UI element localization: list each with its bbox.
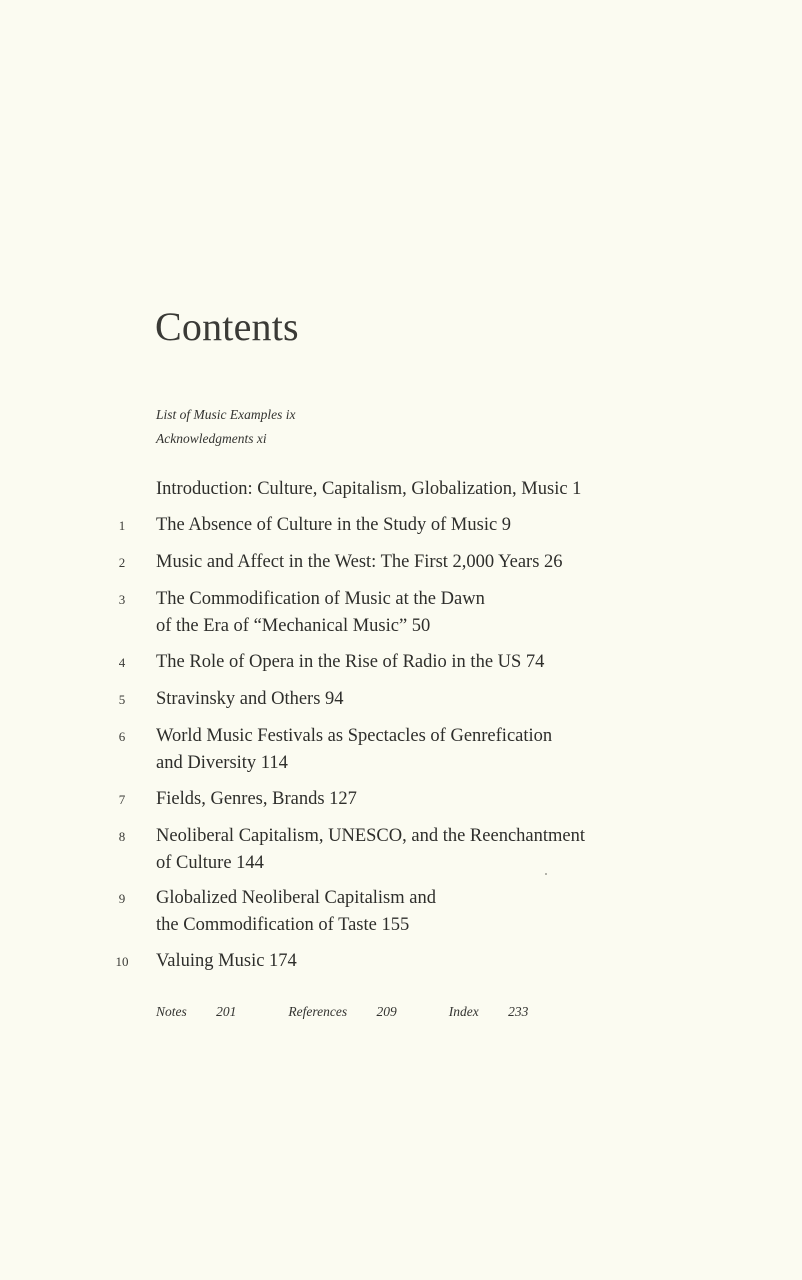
front-matter-label: Acknowledgments [156,431,254,446]
chapter-title-line: The Commodification of Music at the Dawn [156,589,485,609]
chapter-title [156,586,696,640]
chapter-title-line: Valuing Music 174 [156,951,297,971]
chapter-title [156,649,696,676]
back-matter-label: Notes [156,1004,187,1019]
front-matter-label: List of Music Examples [156,407,283,422]
back-matter-label: Index [448,1004,479,1019]
chapter-title [156,823,696,877]
chapter-title-line: of Culture 144 [156,853,264,873]
chapter-title-line: Introduction: Culture, Capitalism, Globalization, Music 1 [156,479,582,499]
chapter-number: 9 [118,891,126,906]
back-matter-label: References [288,1004,348,1019]
chapter-title-line: World Music Festivals as Spectacles of Genrefication [156,726,553,746]
chapter-number: 2 [118,555,126,570]
chapter-title-line: Neoliberal Capitalism, UNESCO, and the Reenchantment [156,826,585,846]
front-matter-page: xi [256,431,267,446]
chapter-number: 6 [118,729,126,744]
back-matter-page: 209 [376,1004,397,1019]
chapter-title-line: the Commodification of Taste 155 [156,915,410,935]
back-matter-item [449,1004,555,1019]
chapter-title-line: The Absence of Culture in the Study of Music 9 [156,515,512,535]
chapter-title-line: Globalized Neoliberal Capitalism and [156,888,436,908]
front-matter-item [156,403,296,427]
chapter-number: 8 [118,829,126,844]
chapter-title [156,512,696,539]
chapter-number: 5 [118,692,126,707]
chapter-title-line: Stravinsky and Others 94 [156,689,344,709]
back-matter-item [288,1004,422,1019]
back-matter-item [156,1004,262,1019]
chapter-title [156,786,696,813]
chapter-title [156,549,696,576]
chapter-title-line: Fields, Genres, Brands 127 [156,789,357,809]
chapter-title [156,885,696,939]
chapter-title-line: and Diversity 114 [156,753,288,773]
chapter-title-line: Music and Affect in the West: The First 2,000 Years 26 [156,552,563,572]
front-matter-page: ix [285,407,296,422]
page-title: Contents [155,304,299,349]
chapter-number: 1 [118,518,126,533]
chapter-number: 7 [118,792,126,807]
paper-speck [545,873,547,875]
chapter-number: 10 [115,954,129,969]
chapter-title-line: The Role of Opera in the Rise of Radio in the US 74 [156,652,545,672]
back-matter-page: 201 [216,1004,237,1019]
chapter-title [156,723,696,777]
chapter-title [156,948,696,975]
chapter-number: 4 [118,655,126,670]
chapter-number: 3 [118,592,126,607]
chapter-title [156,476,696,503]
front-matter-list [156,403,296,451]
front-matter-item [156,427,296,451]
back-matter-list [156,1004,580,1020]
chapter-title-line: of the Era of “Mechanical Music” 50 [156,616,431,636]
chapter-title [156,686,696,713]
back-matter-page: 233 [508,1004,529,1019]
